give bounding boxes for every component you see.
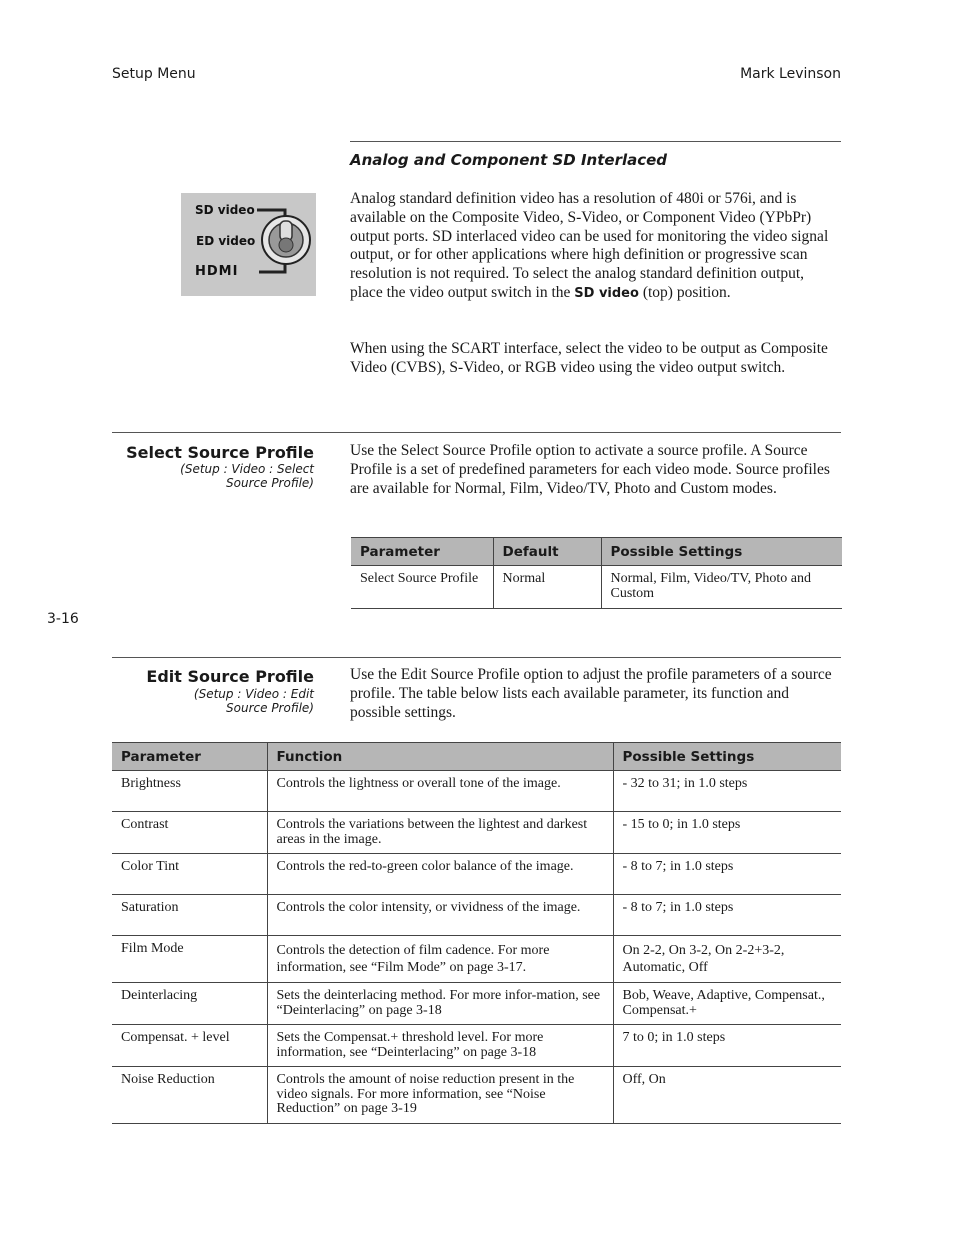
table-header-row — [112, 743, 841, 771]
select-profile-path-line1: (Setup : Video : Select — [180, 462, 314, 476]
table-cell: Controls the amount of noise reduction present in the video signals. For more information, see “Noise Reduction” on page 3-19 — [267, 1067, 613, 1124]
edit-profile-path — [84, 687, 314, 715]
analog-heading: Analog and Component SD Interlaced — [350, 151, 668, 169]
edit-profile-title: Edit Source Profile — [146, 667, 314, 686]
column-header: Possible Settings — [613, 743, 841, 771]
table-row — [112, 895, 841, 936]
table-row — [112, 812, 841, 854]
table-cell: Controls the detection of film cadence. For more information, see “Film Mode” on page 3-17. — [267, 936, 613, 983]
table-cell: Controls the red-to-green color balance of the image. — [267, 854, 613, 895]
table-row — [112, 983, 841, 1025]
table-row — [112, 1025, 841, 1067]
analog-paragraph-2: When using the SCART interface, select the video to be output as Composite Video (CVBS), S-Video, or RGB video using the video output switch. — [350, 340, 828, 376]
sd-video-label: SD video — [195, 203, 255, 217]
table-cell: Controls the variations between the lightest and darkest areas in the image. — [267, 812, 613, 854]
table-row — [112, 1067, 841, 1124]
table-row — [112, 936, 841, 983]
column-header: Default — [493, 538, 601, 566]
switch-icon — [181, 193, 316, 296]
running-header-right: Mark Levinson — [740, 66, 841, 82]
table-cell: Film Mode — [112, 936, 267, 983]
table-cell: Contrast — [112, 812, 267, 854]
analog-paragraph-1 — [350, 190, 840, 304]
table-cell: Bob, Weave, Adaptive, Compensat., Compensat.+ — [613, 983, 841, 1025]
edit-profile-body: Use the Edit Source Profile option to adjust the profile parameters of a source profile. The table below lists each available parameter, its function and possible settings. — [350, 666, 832, 721]
select-profile-path-line2: Source Profile) — [226, 476, 314, 490]
table-cell: Color Tint — [112, 854, 267, 895]
table-cell: Sets the deinterlacing method. For more infor-mation, see “Deinterlacing” on page 3-18 — [267, 983, 613, 1025]
section-rule-analog — [350, 141, 841, 142]
table-row — [112, 854, 841, 895]
table-cell: - 8 to 7; in 1.0 steps — [613, 895, 841, 936]
analog-para1-tail: (top) position. — [638, 283, 731, 301]
sd-video-term: SD video — [574, 285, 639, 301]
table-cell: Noise Reduction — [112, 1067, 267, 1124]
page-number: 3-16 — [47, 611, 79, 627]
section-rule-edit — [112, 657, 841, 658]
section-rule-select — [112, 432, 841, 433]
select-profile-title: Select Source Profile — [126, 443, 314, 462]
column-header: Possible Settings — [601, 538, 842, 566]
select-profile-body: Use the Select Source Profile option to activate a source profile. A Source Profile is a set of predefined parameters for each video mode. Source profiles are available for Normal, Film, Video/TV, Photo and Custom modes. — [350, 442, 830, 497]
column-header: Parameter — [351, 538, 493, 566]
edit-profile-table — [112, 742, 841, 1124]
table-cell: Brightness — [112, 771, 267, 812]
table-row — [112, 771, 841, 812]
table-cell: - 15 to 0; in 1.0 steps — [613, 812, 841, 854]
table-header-row — [351, 538, 842, 566]
table-cell: Select Source Profile — [351, 566, 493, 609]
table-cell: Normal — [493, 566, 601, 609]
table-cell: Deinterlacing — [112, 983, 267, 1025]
select-profile-table — [351, 537, 842, 609]
table-row — [351, 566, 842, 609]
table-cell: Controls the lightness or overall tone of the image. — [267, 771, 613, 812]
table-cell: - 32 to 31; in 1.0 steps — [613, 771, 841, 812]
table-cell: 7 to 0; in 1.0 steps — [613, 1025, 841, 1067]
video-output-switch-image — [181, 193, 316, 296]
analog-para1-text: Analog standard definition video has a resolution of 480i or 576i, and is available on the Composite Video, S-Video, or Component Video (YPbPr) output ports. SD interlaced video can be used for monitoring the video signal output, or for other applications where high definition or progressive scan resolution is not required. To select the analog standard definition output, place the video output switch in the — [350, 190, 829, 301]
edit-profile-path-line1: (Setup : Video : Edit — [193, 687, 314, 701]
table-cell: Normal, Film, Video/TV, Photo and Custom — [601, 566, 842, 609]
edit-profile-path-line2: Source Profile) — [226, 701, 314, 715]
table-cell: - 8 to 7; in 1.0 steps — [613, 854, 841, 895]
ed-video-label: ED video — [196, 234, 256, 248]
select-profile-path — [84, 462, 314, 490]
table-cell: On 2-2, On 3-2, On 2-2+3-2, Automatic, Off — [613, 936, 841, 983]
table-cell: Saturation — [112, 895, 267, 936]
table-cell: Compensat. + level — [112, 1025, 267, 1067]
column-header: Function — [267, 743, 613, 771]
table-cell: Controls the color intensity, or vividness of the image. — [267, 895, 613, 936]
running-header-left: Setup Menu — [112, 66, 196, 82]
hdmi-label: HDMI — [195, 264, 239, 279]
table-cell: Off, On — [613, 1067, 841, 1124]
table-cell: Sets the Compensat.+ threshold level. For more information, see “Deinterlacing” on page 3-18 — [267, 1025, 613, 1067]
column-header: Parameter — [112, 743, 267, 771]
